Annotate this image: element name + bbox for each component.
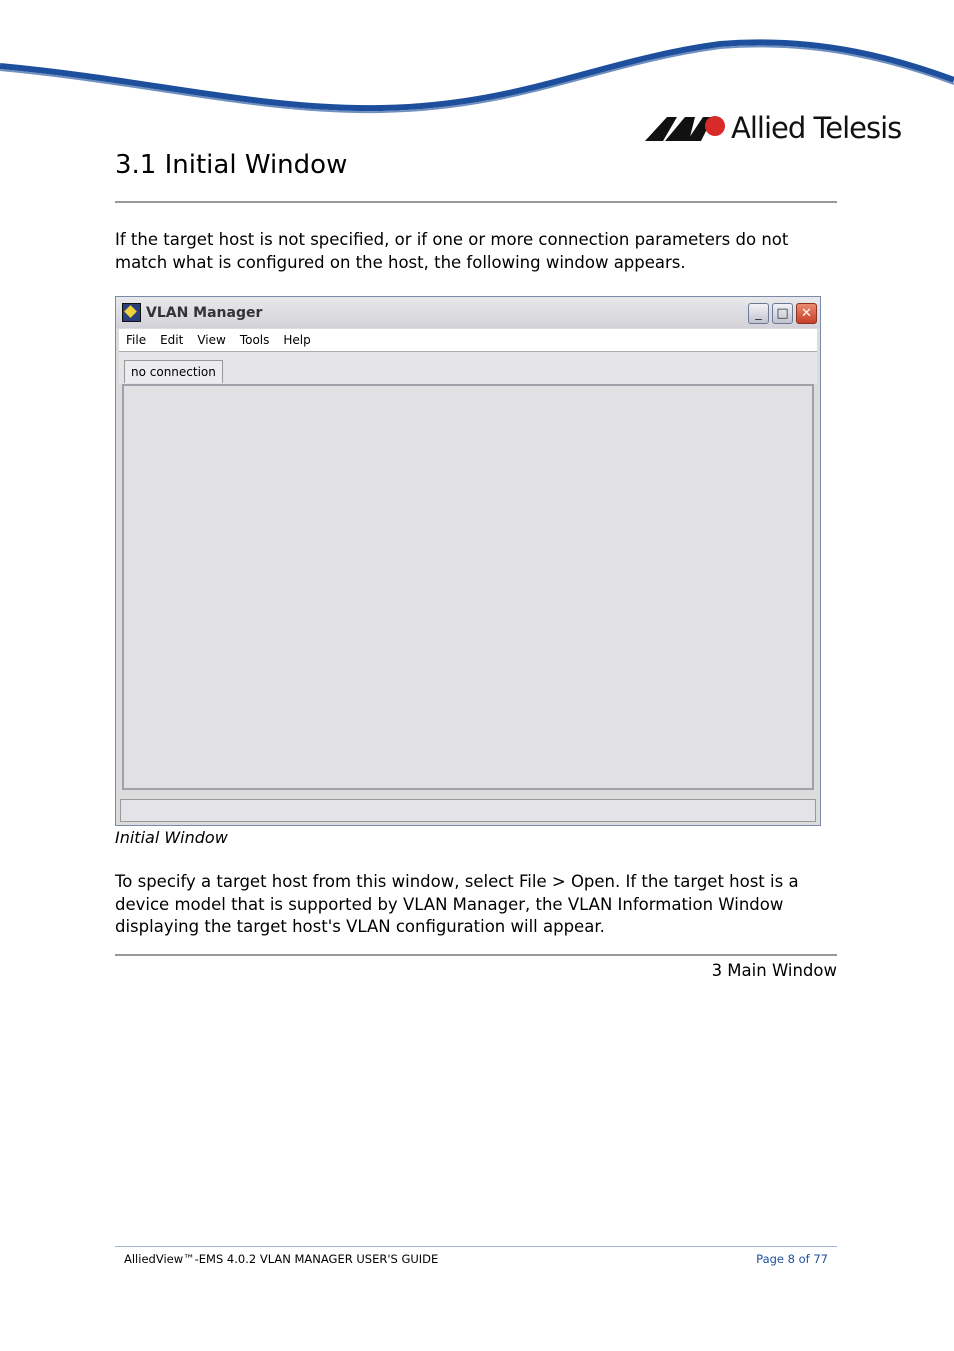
footer-document-title: AlliedView™-EMS 4.0.2 VLAN MANAGER USER'S GUIDE — [124, 1252, 439, 1266]
tab-strip — [119, 352, 817, 384]
menu-edit[interactable]: Edit — [160, 333, 184, 347]
page-title: 3.1 Initial Window — [115, 150, 348, 180]
window-content-area — [122, 384, 814, 790]
instructions-paragraph — [115, 871, 845, 939]
close-button[interactable]: ✕ — [796, 303, 817, 324]
vlan-manager-app-icon — [122, 303, 141, 322]
menu-path: File > Open — [519, 872, 616, 891]
footer-divider — [115, 1246, 837, 1247]
footer-page-number: Page 8 of 77 — [756, 1252, 828, 1266]
maximize-button[interactable]: □ — [772, 303, 793, 324]
title-divider — [115, 201, 837, 203]
allied-telesis-logo-mark-icon — [645, 111, 727, 145]
window-title: VLAN Manager — [146, 304, 263, 321]
menu-help[interactable]: Help — [283, 333, 311, 347]
minimize-button[interactable]: _ — [748, 303, 769, 324]
tab-no-connection[interactable]: no connection — [124, 360, 223, 383]
allied-telesis-logo — [645, 108, 901, 148]
figure-caption: Initial Window — [115, 828, 228, 847]
menubar — [119, 329, 817, 352]
instructions-part1: To specify a target host from this window, select — [115, 872, 520, 891]
vlan-manager-window — [115, 296, 821, 826]
window-titlebar[interactable] — [116, 297, 820, 328]
menu-file[interactable]: File — [126, 333, 147, 347]
intro-paragraph: If the target host is not specified, or if one or more connection parameters do not match what is configured on the host, the following window appears. — [115, 230, 789, 272]
status-bar — [120, 799, 816, 822]
instructions-part2: . If the target host is a device model that is supported by VLAN Manager, the VLAN Information Window displaying the target host's VLAN configuration will appear. — [115, 872, 799, 936]
section-reference: 3 Main Window — [711, 961, 837, 980]
section-divider — [115, 954, 837, 956]
menu-view[interactable]: View — [197, 333, 226, 347]
logo-text: Allied Telesis — [731, 111, 902, 145]
menu-tools[interactable]: Tools — [239, 333, 270, 347]
